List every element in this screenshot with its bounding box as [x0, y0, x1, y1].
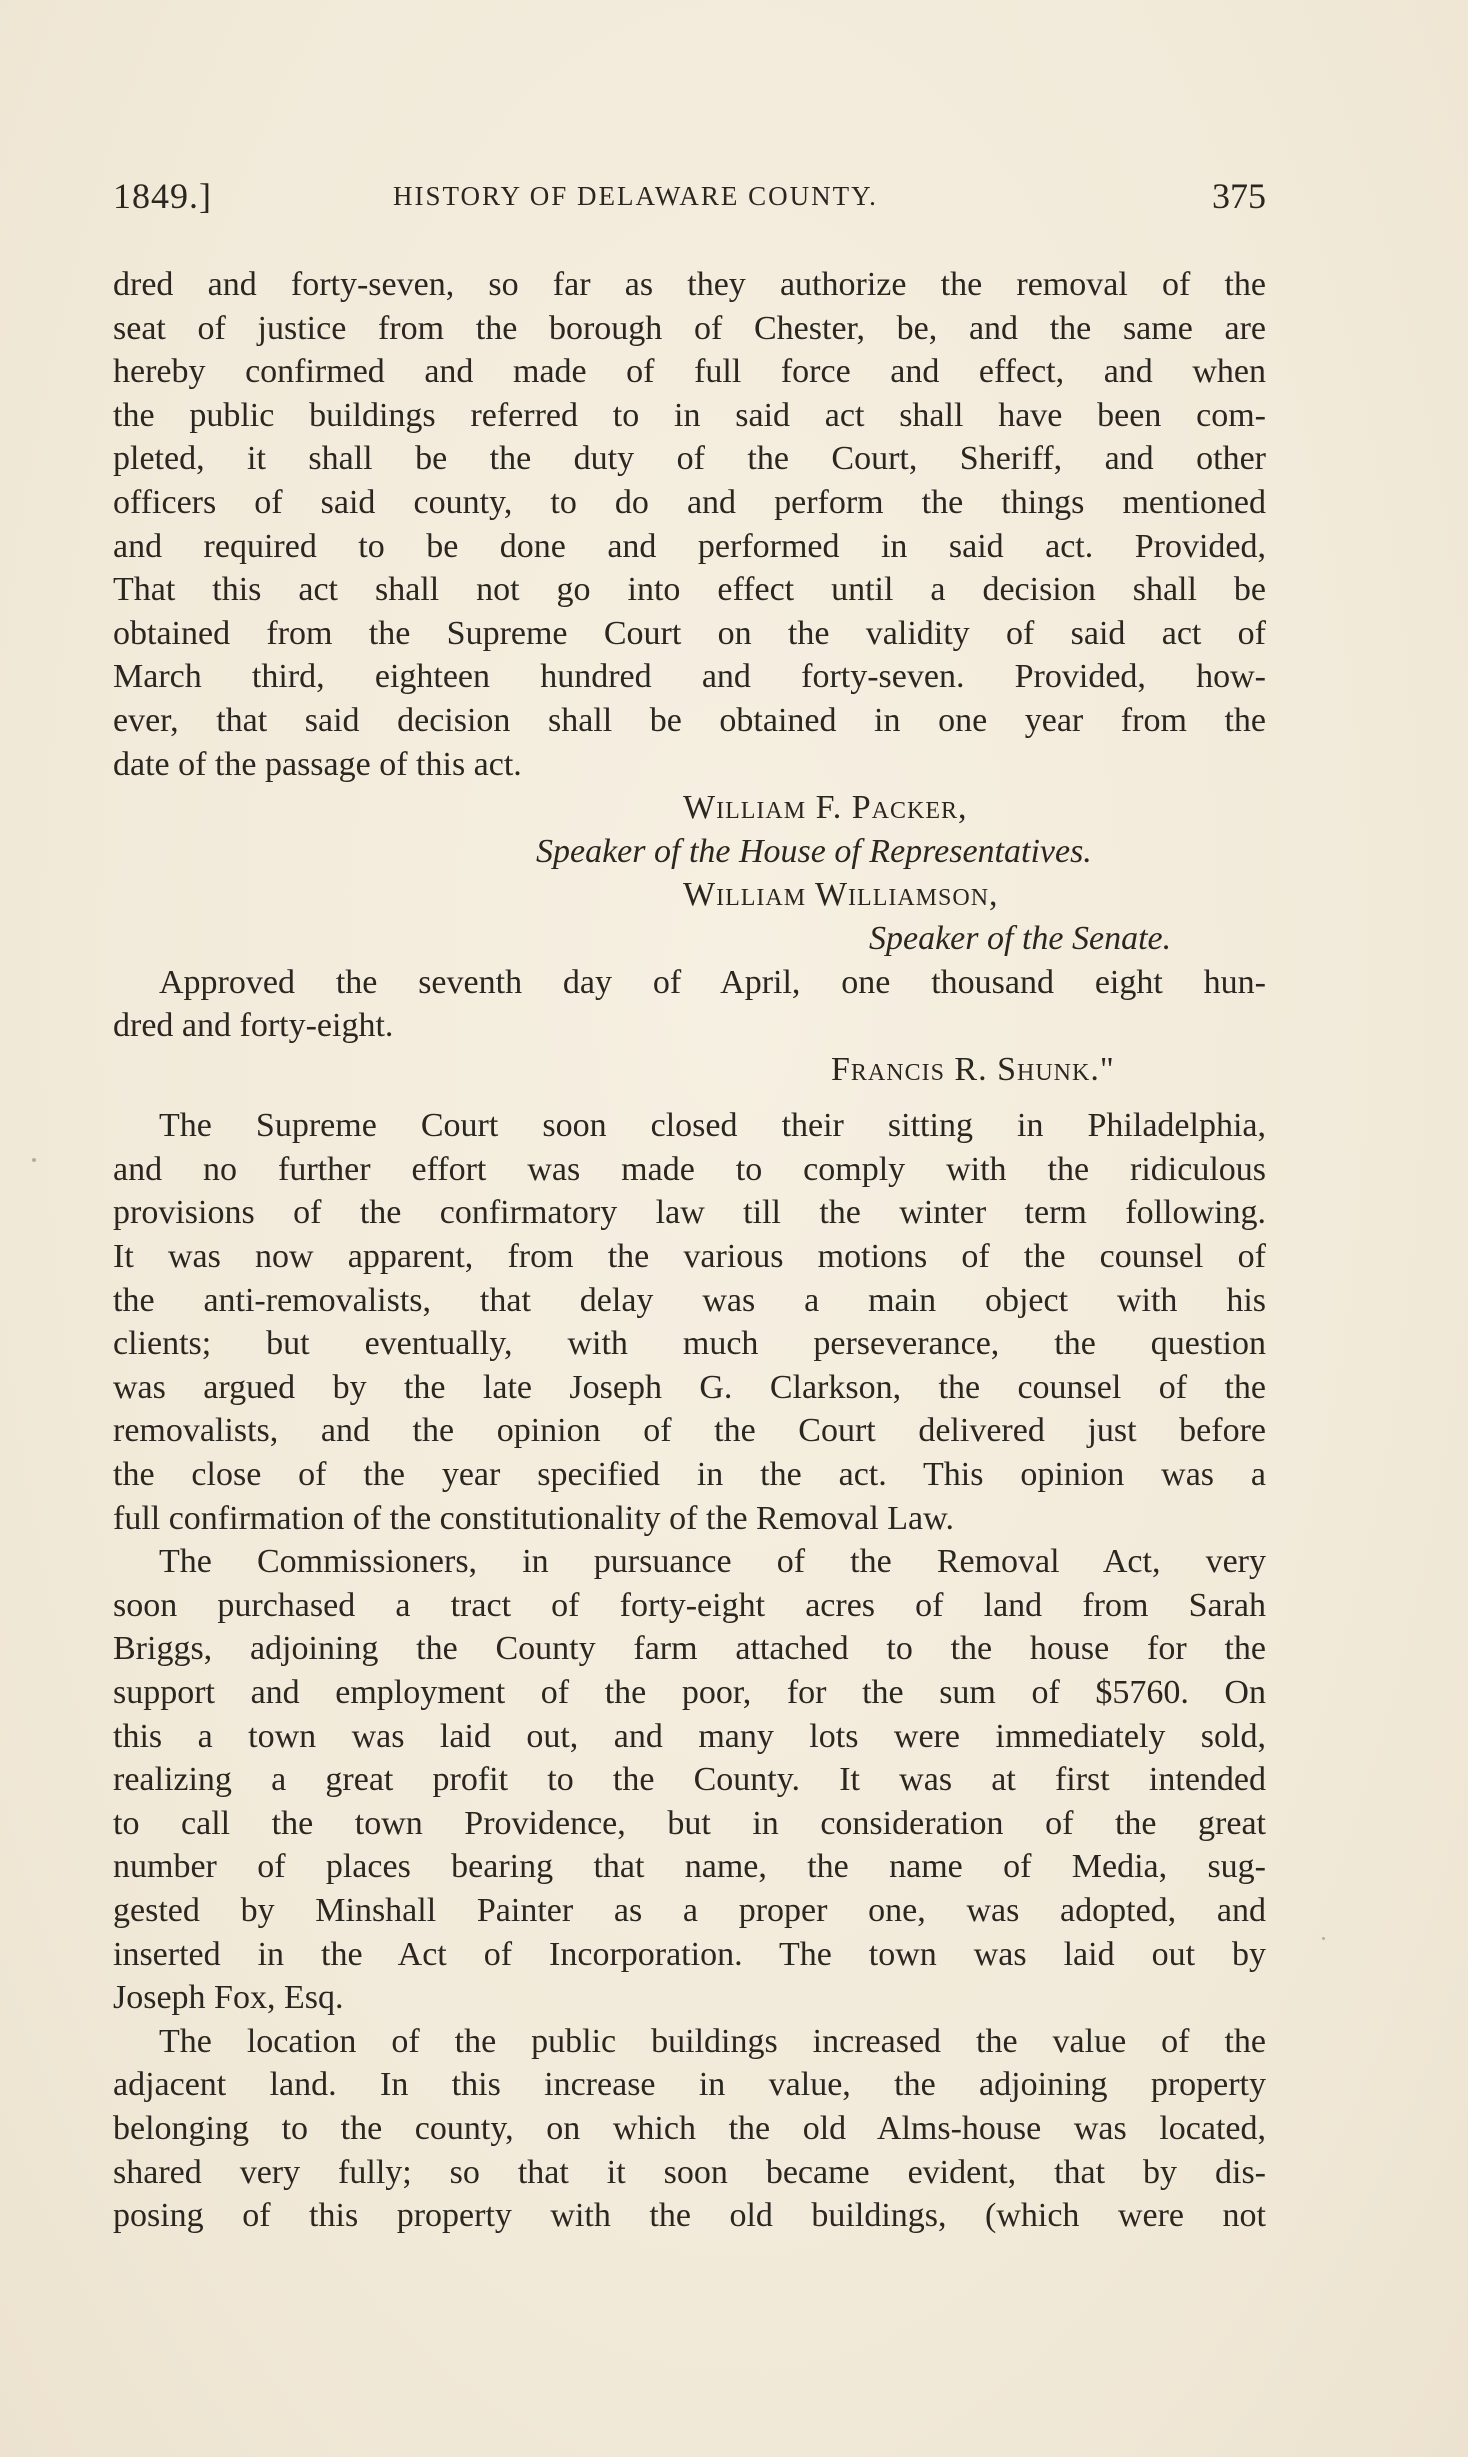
- text-line: dred and forty-eight.: [113, 1007, 394, 1045]
- page-number: 375: [1212, 176, 1266, 216]
- text-line: clients; but eventually, with much perseverance, the question: [113, 1325, 1266, 1363]
- page-body: [113, 263, 1266, 2238]
- signature-williamson-name: William Williamson,: [683, 876, 999, 914]
- running-header: [113, 175, 1266, 225]
- text-line: this a town was laid out, and many lots were immediately sold,: [113, 1717, 1266, 1755]
- paragraph-supreme-court: [113, 1104, 1266, 1540]
- text-line: obtained from the Supreme Court on the validity of said act of: [113, 614, 1266, 652]
- text-line: the anti-removalists, that delay was a main object with his: [113, 1281, 1266, 1319]
- signature-williamson-title: Speaker of the Senate.: [869, 919, 1172, 957]
- signature-packer-name: William F. Packer,: [683, 789, 968, 827]
- text-line: support and employment of the poor, for the sum of $5760. On: [113, 1674, 1266, 1711]
- header-title: HISTORY OF DELAWARE COUNTY.: [393, 181, 878, 211]
- text-line: It was now apparent, from the various motions of the counsel of: [113, 1238, 1266, 1276]
- approval-paragraph: [113, 961, 1266, 1048]
- text-line: adjacent land. In this increase in value, the adjoining property: [113, 2066, 1266, 2104]
- text-line: The Supreme Court soon closed their sitting in Philadelphia,: [159, 1107, 1266, 1145]
- text-line: March third, eighteen hundred and forty-seven. Provided, how-: [113, 658, 1266, 696]
- text-line: dred and forty-seven, so far as they authorize the removal of the: [113, 266, 1266, 303]
- text-line: and no further effort was made to comply with the ridiculous: [113, 1150, 1266, 1188]
- signature-packer-title: Speaker of the House of Representatives.: [536, 832, 1092, 870]
- text-line: seat of justice from the borough of Chester, be, and the same are: [113, 309, 1266, 347]
- text-line: provisions of the confirmatory law till the winter term following.: [113, 1194, 1266, 1232]
- text-line: The location of the public buildings increased the value of the: [159, 2022, 1266, 2060]
- text-line: The Commissioners, in pursuance of the Removal Act, very: [159, 1543, 1266, 1581]
- text-line: posing of this property with the old buildings, (which were not: [113, 2197, 1266, 2235]
- text-line: pleted, it shall be the duty of the Court, Sheriff, and other: [113, 440, 1266, 478]
- text-line: officers of said county, to do and perform the things mentioned: [113, 483, 1266, 521]
- text-line: gested by Minshall Painter as a proper one, was adopted, and: [113, 1891, 1266, 1929]
- text-line: shared very fully; so that it soon became evident, that by dis-: [113, 2153, 1266, 2191]
- text-line: the close of the year specified in the act. This opinion was a: [113, 1456, 1266, 1494]
- paragraph-act-text: [113, 263, 1266, 786]
- text-line: inserted in the Act of Incorporation. The town was laid out by: [113, 1935, 1266, 1973]
- text-line: Approved the seventh day of April, one thousand eight hun-: [159, 963, 1266, 1001]
- header-year: 1849.]: [113, 176, 212, 216]
- text-line: removalists, and the opinion of the Court delivered just before: [113, 1412, 1266, 1450]
- signature-governor: Francis R. Shunk.": [831, 1050, 1115, 1088]
- paragraph-public-buildings: [113, 2020, 1266, 2238]
- paper-speck: [32, 1158, 36, 1162]
- paragraph-commissioners: [113, 1540, 1266, 2020]
- text-line: full confirmation of the constitutionality of the Removal Law.: [113, 1499, 954, 1537]
- text-line: soon purchased a tract of forty-eight acres of land from Sarah: [113, 1586, 1266, 1624]
- text-line: to call the town Providence, but in consideration of the great: [113, 1804, 1266, 1842]
- text-line: realizing a great profit to the County. It was at first intended: [113, 1761, 1266, 1799]
- text-line: and required to be done and performed in said act. Provided,: [113, 527, 1266, 565]
- text-line: hereby confirmed and made of full force and effect, and when: [113, 353, 1266, 391]
- text-line: the public buildings referred to in said act shall have been com-: [113, 396, 1266, 434]
- text-line: ever, that said decision shall be obtained in one year from the: [113, 701, 1266, 739]
- text-line: Joseph Fox, Esq.: [113, 1979, 344, 2017]
- paper-speck: [1322, 1937, 1325, 1940]
- text-line: That this act shall not go into effect until a decision shall be: [113, 571, 1266, 609]
- text-line: was argued by the late Joseph G. Clarkson, the counsel of the: [113, 1368, 1266, 1406]
- text-line: date of the passage of this act.: [113, 745, 522, 783]
- text-line: number of places bearing that name, the name of Media, sug-: [113, 1848, 1266, 1886]
- text-line: Briggs, adjoining the County farm attached to the house for the: [113, 1630, 1266, 1668]
- text-line: belonging to the county, on which the old Alms-house was located,: [113, 2109, 1266, 2147]
